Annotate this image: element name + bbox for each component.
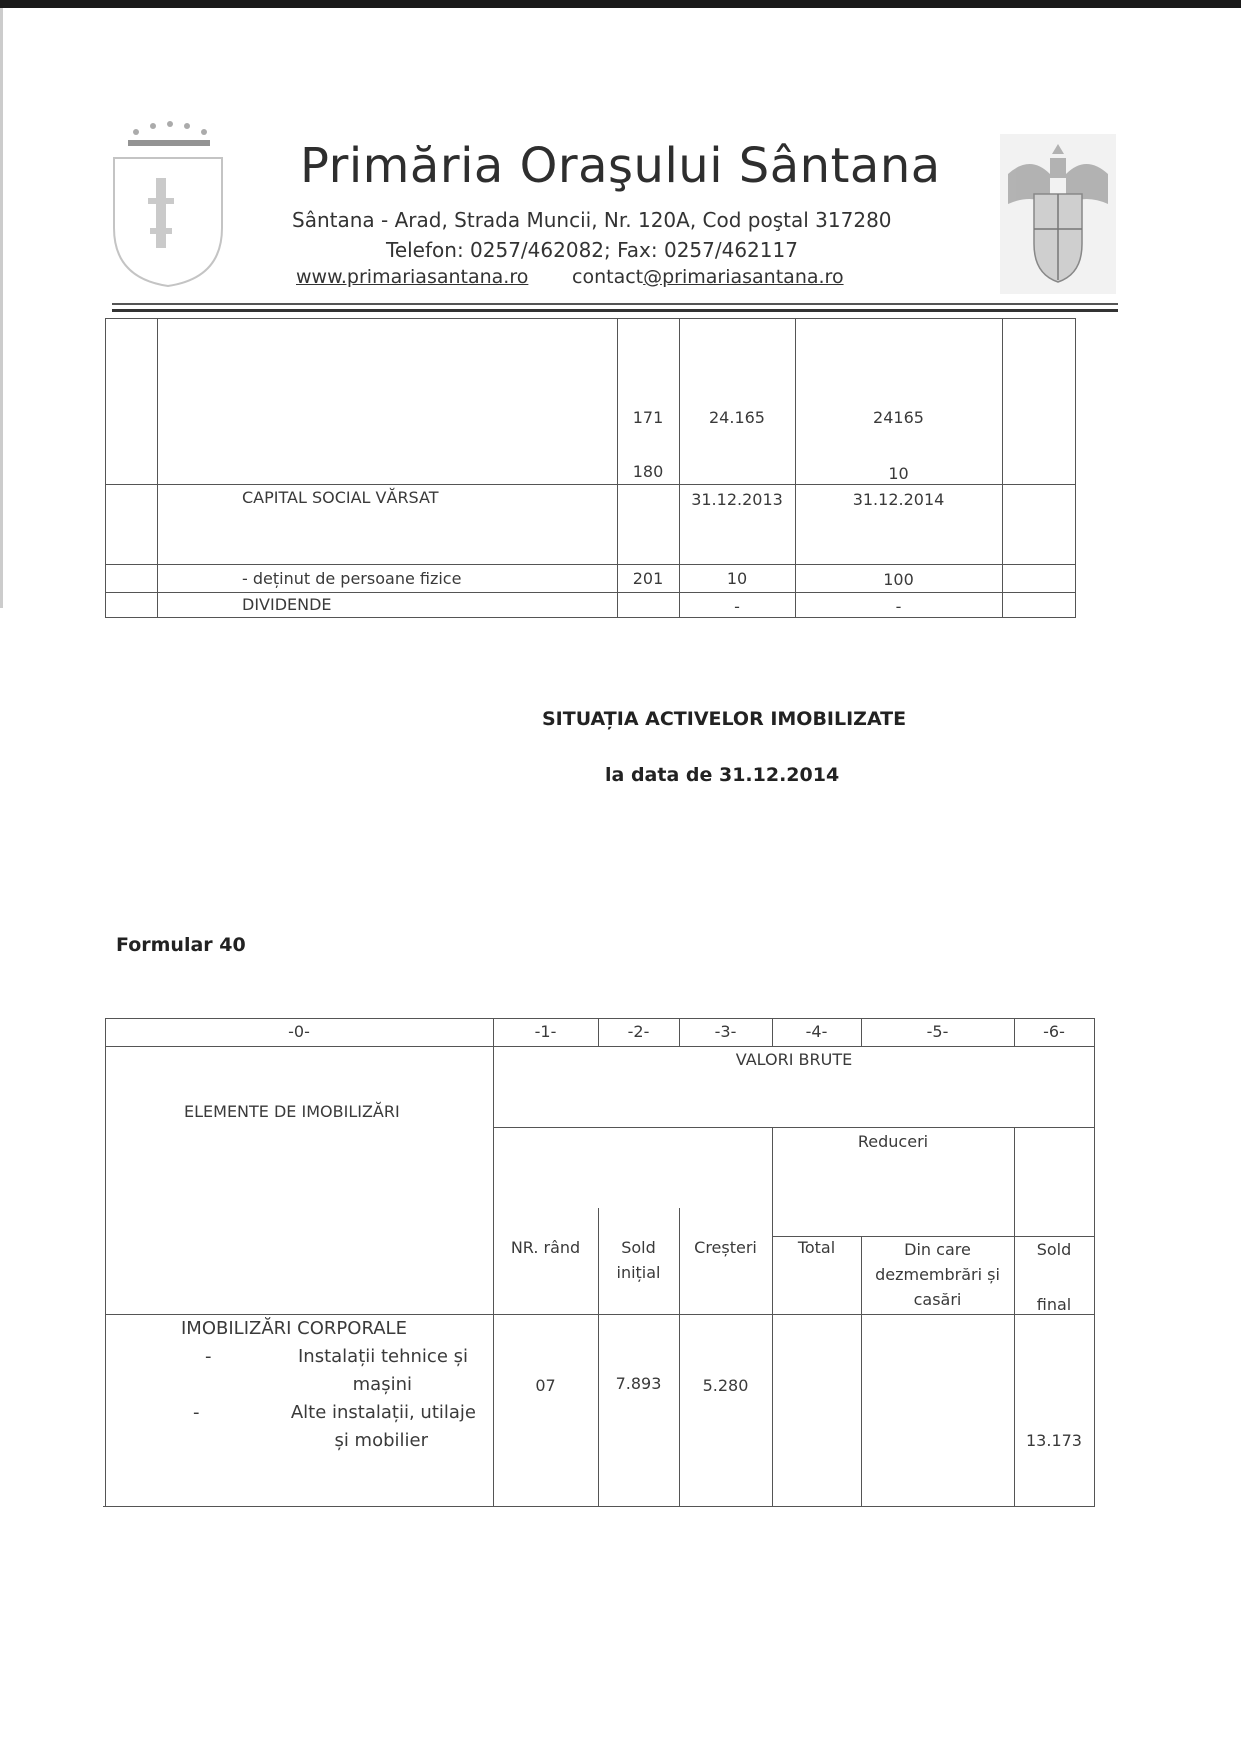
reduceri-header: Reduceri: [857, 1132, 929, 1151]
email-prefix: contact: [572, 266, 644, 288]
persoane-fizice-label: - deținut de persoane fizice: [242, 569, 462, 588]
section-title: SITUAȚIA ACTIVELOR IMOBILIZATE: [542, 708, 907, 730]
scan-top-edge: [0, 0, 1241, 8]
romania-coat-of-arms: [1000, 134, 1116, 294]
item2-label-line1: Alte instalații, utilaje: [290, 1402, 476, 1423]
total-header: Total: [797, 1238, 836, 1257]
persoane-fizice-2014: 100: [883, 570, 914, 589]
header-rule-thick: [112, 309, 1118, 312]
col-number-6: -6-: [1043, 1022, 1065, 1041]
din-care-header-line1: Din care: [904, 1240, 971, 1259]
dividende-2014: -: [895, 597, 902, 616]
institution-website-link[interactable]: www.primariasantana.ro: [296, 266, 529, 288]
institution-title: Primăria Oraşului Sântana: [300, 138, 941, 194]
item1-bullet: -: [205, 1346, 212, 1367]
persoane-fizice-nr: 201: [632, 569, 664, 588]
institution-phone-fax: Telefon: 0257/462082; Fax: 0257/462117: [386, 238, 798, 262]
row-cresteri: 5.280: [702, 1376, 749, 1395]
item1-label-line1: Instalații tehnice și: [297, 1346, 468, 1367]
col-number-1: -1-: [534, 1022, 557, 1041]
section-date: la data de 31.12.2014: [605, 764, 840, 786]
town-coat-of-arms: [108, 118, 228, 288]
valori-brute-header: VALORI BRUTE: [735, 1050, 853, 1069]
category-label: IMOBILIZĂRI CORPORALE: [181, 1318, 407, 1339]
nr-rand-header: NR. rând: [510, 1238, 581, 1257]
capital-date-2014: 31.12.2014: [852, 490, 945, 509]
elements-header: ELEMENTE DE IMOBILIZĂRI: [184, 1102, 400, 1121]
row-180-nr: 180: [632, 462, 664, 481]
dividende-label: DIVIDENDE: [242, 595, 332, 614]
row-171-value-2013: 24.165: [709, 408, 765, 427]
col-number-2: -2-: [627, 1022, 650, 1041]
institution-email-link[interactable]: [572, 266, 844, 288]
email-domain: @primariasantana.ro: [643, 266, 844, 288]
sold-initial-header-line1: Sold: [621, 1238, 656, 1257]
row-171-value-2014: 24165: [873, 408, 924, 427]
capital-social-label: CAPITAL SOCIAL VĂRSAT: [242, 488, 439, 507]
item1-label-line2: mașini: [352, 1374, 412, 1395]
sold-initial-header-line2: inițial: [616, 1263, 661, 1282]
row-180-value-2014: 10: [888, 464, 909, 483]
capital-date-2013: 31.12.2013: [691, 490, 783, 509]
col-number-5: -5-: [926, 1022, 949, 1041]
col-number-0: -0-: [288, 1022, 310, 1041]
cresteri-header: Creșteri: [694, 1238, 757, 1257]
din-care-header-line2: dezmembrări și: [875, 1265, 1000, 1284]
row-171-nr: 171: [632, 408, 664, 427]
form-number: Formular 40: [116, 934, 246, 956]
scan-left-edge: [0, 8, 3, 608]
col-number-4: -4-: [805, 1022, 828, 1041]
sold-final-header-line1: Sold: [1036, 1240, 1072, 1259]
sold-final-header-line2: final: [1036, 1295, 1072, 1314]
header-rule-thin: [112, 303, 1118, 305]
row-sold-final: 13.173: [1026, 1431, 1082, 1450]
institution-address: Sântana - Arad, Strada Muncii, Nr. 120A, Cod poştal 317280: [292, 208, 892, 232]
persoane-fizice-2013: 10: [726, 569, 748, 588]
row-nr: 07: [535, 1376, 556, 1395]
dividende-2013: -: [734, 597, 740, 616]
item2-bullet: -: [193, 1402, 200, 1423]
row-sold-initial: 7.893: [615, 1374, 662, 1393]
din-care-header-line3: casări: [913, 1290, 962, 1309]
item2-label-line2: și mobilier: [334, 1430, 428, 1451]
col-number-3: -3-: [714, 1022, 737, 1041]
